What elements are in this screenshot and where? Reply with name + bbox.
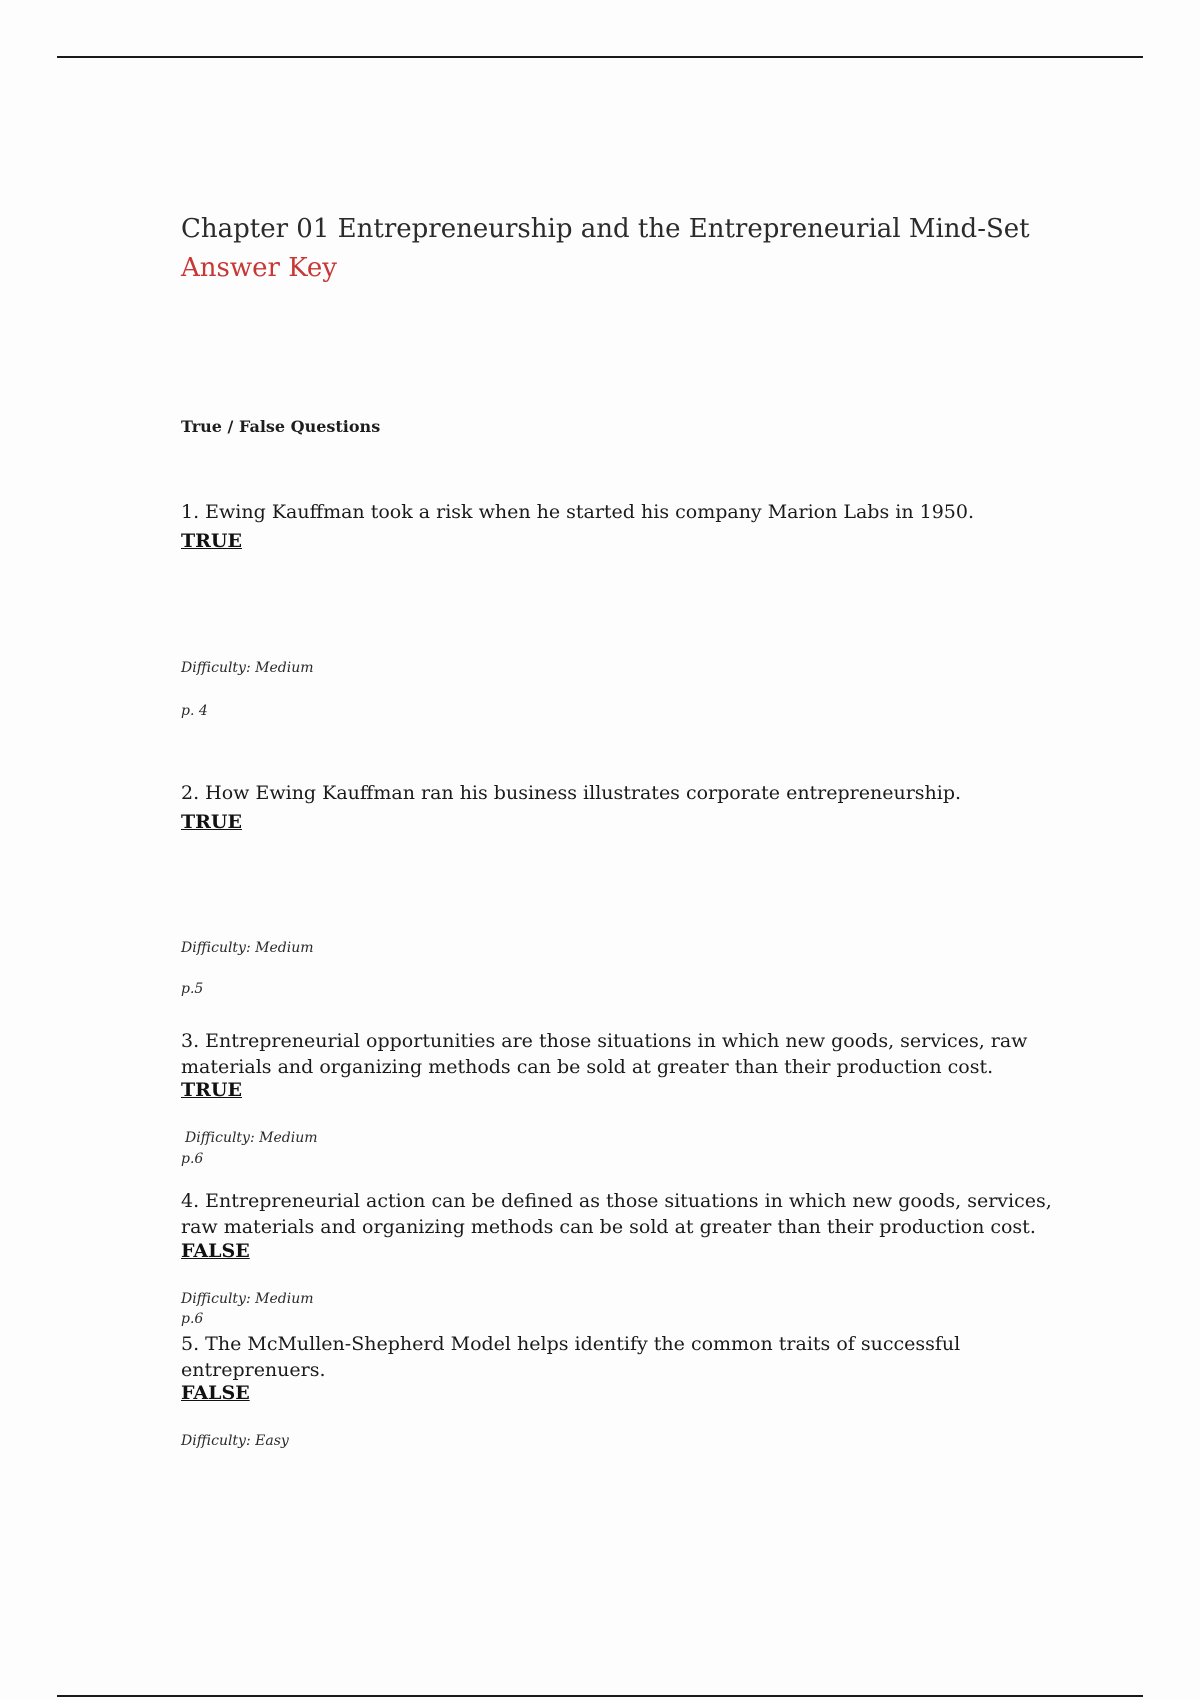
title-main: Chapter 01 Entrepreneurship and the Entrepreneurial Mind-Set [181,214,1030,244]
question-1-answer: TRUE [181,530,242,552]
question-2-text: 2. How Ewing Kauffman ran his business illustrates corporate entrepreneurship. [181,782,962,804]
question-5-text: 5. The McMullen-Shepherd Model helps identify the common traits of successful entreprenuers. [181,1333,961,1381]
question-5-answer: FALSE [181,1382,250,1404]
question-2-page: p.5 [181,981,204,997]
title-accent: Answer Key [181,253,337,283]
document-title [181,210,1061,288]
footer-rule [57,1695,1143,1697]
question-2-difficulty: Difficulty: Medium [181,940,314,956]
question-1-difficulty: Difficulty: Medium [181,660,314,676]
question-1-page: p. 4 [181,703,208,719]
section-heading: True / False Questions [181,417,381,436]
question-3-answer: TRUE [181,1079,242,1101]
question-4-page: p.6 [181,1311,204,1327]
question-4-text: 4. Entrepreneurial action can be defined as those situations in which new goods, services, raw materials and organizing methods can be sold at greater than their production cost. [181,1190,1052,1238]
question-2-answer: TRUE [181,811,242,833]
question-1-text: 1. Ewing Kauffman took a risk when he started his company Marion Labs in 1950. [181,501,975,523]
header-rule [57,56,1143,58]
question-3-text: 3. Entrepreneurial opportunities are those situations in which new goods, services, raw materials and organizing methods can be sold at greater than their production cost. [181,1030,1028,1078]
question-3-difficulty: Difficulty: Medium [185,1130,318,1146]
question-3-page: p.6 [181,1151,204,1167]
question-5-difficulty: Difficulty: Easy [181,1433,289,1449]
question-4-answer: FALSE [181,1240,250,1262]
question-4-difficulty: Difficulty: Medium [181,1291,314,1307]
